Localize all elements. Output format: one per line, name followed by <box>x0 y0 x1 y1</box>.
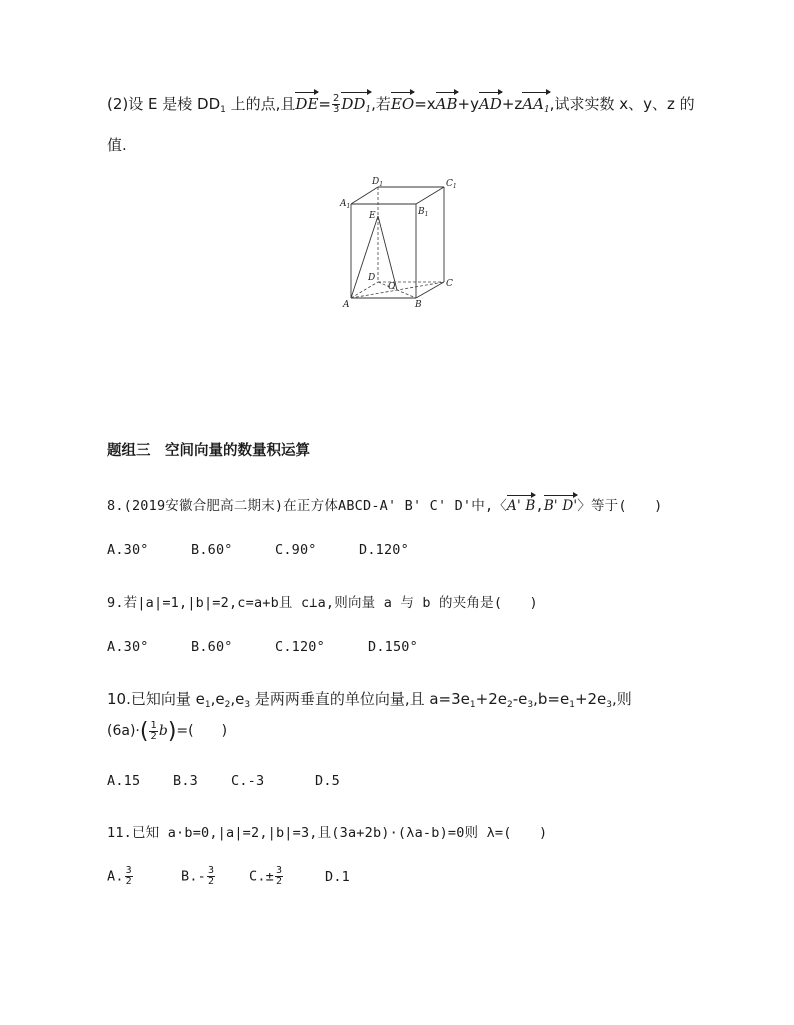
label-E: E <box>369 211 376 221</box>
q7-sub: 1 <box>220 105 226 115</box>
q7-frac-num: 2 <box>332 93 340 104</box>
cuboid-solid-edges <box>351 187 444 298</box>
vector-DE: DE <box>295 95 319 113</box>
q10-sub-3: 3 <box>244 700 251 710</box>
q11-option-a[interactable] <box>107 866 181 887</box>
q10-text-b: ,e <box>210 690 225 708</box>
q11-c-den: 2 <box>275 876 283 887</box>
q11-a-num: 3 <box>125 865 132 876</box>
q8-text-suffix: 等于( ) <box>590 498 663 514</box>
q10-option-c[interactable]: C.-3 <box>231 773 265 789</box>
label-O: O <box>388 282 396 292</box>
q10-text-g: ,b=e <box>533 690 570 708</box>
q10-option-a[interactable]: A.15 <box>107 773 141 789</box>
segment-AE <box>351 216 378 298</box>
q11-option-d[interactable]: D.1 <box>325 868 350 885</box>
q8-option-c[interactable]: C.90° <box>275 542 317 558</box>
q11-option-c-frac <box>275 866 283 887</box>
q9-option-b[interactable]: B.60° <box>191 639 233 655</box>
q7-plus-z: +z <box>501 95 523 113</box>
q9-option-d[interactable]: D.150° <box>368 639 418 655</box>
q10-expr-b: =( ) <box>176 723 228 739</box>
q10-sub-8: 3 <box>606 700 613 710</box>
q10-option-d[interactable]: D.5 <box>315 773 340 789</box>
q7-text-mid: 上的点,且 <box>225 95 296 113</box>
q11-a-den: 2 <box>125 876 132 887</box>
q10-text-c: ,e <box>230 690 245 708</box>
q7-plus-y: +y <box>457 95 479 113</box>
q10-text-d: 是两两垂直的单位向量,且 a=3e <box>250 690 470 708</box>
q8-text-prefix: 8.(2019安徽合肥高二期末)在正方体ABCD-A' B' C' D'中, <box>107 498 494 514</box>
q10-line1 <box>107 688 632 710</box>
q7-text-prefix: (2)设 E 是棱 DD <box>107 95 221 113</box>
q10-options <box>107 773 340 789</box>
label-B1: $B_1$ <box>418 207 429 218</box>
q10-option-b[interactable]: B.3 <box>173 773 198 789</box>
q10-text-e: +2e <box>475 690 507 708</box>
q10-fraction <box>149 721 157 742</box>
vector-AD: AD <box>478 95 502 113</box>
label-C1: $C_1$ <box>446 179 457 190</box>
q11-b-num: 3 <box>207 865 215 876</box>
q10-b-var: b <box>158 723 168 739</box>
q10-text-i: ,则 <box>612 690 632 708</box>
label-D1: $D_1$ <box>372 177 384 188</box>
label-D: D <box>368 273 376 283</box>
segment-EO <box>378 216 397 290</box>
q11-question: 11.已知 a·b=0,|a|=2,|b|=3,且(3a+2b)·(λa-b)=0则 λ=( ) <box>107 825 548 841</box>
q7-text-suffix: ,试求实数 x、y、z 的 <box>549 95 695 113</box>
cuboid-figure <box>330 172 460 312</box>
vector-AB: AB <box>435 95 458 113</box>
q7-comma-if: ,若 <box>371 95 391 113</box>
q10-sub-7: 1 <box>569 700 575 710</box>
q11-option-a-label: A. <box>107 868 124 885</box>
q10-expr-a: (6a)· <box>107 723 140 739</box>
q10-sub-2: 2 <box>224 700 231 710</box>
q11-option-a-frac <box>125 866 133 887</box>
q8-option-b[interactable]: B.60° <box>191 542 233 558</box>
label-A: A <box>343 300 350 310</box>
q10-text-h: +2e <box>574 690 607 708</box>
q8-question <box>107 494 662 514</box>
edge-A1D1 <box>351 187 378 204</box>
vector-AA1 <box>522 95 549 115</box>
q11-option-b-label: B.- <box>181 868 206 885</box>
edge-B1C1 <box>416 187 444 204</box>
q8-sep: , <box>535 498 544 514</box>
section-heading: 题组三 空间向量的数量积运算 <box>107 443 310 459</box>
q9-options <box>107 639 418 655</box>
vector-DD1-text: DD <box>341 95 366 113</box>
q10-paren-close: ) <box>167 719 177 744</box>
q9-option-a[interactable]: A.30° <box>107 639 149 655</box>
q10-text-a: 10.已知向量 e <box>107 690 205 708</box>
vector-B1D1: B' D' <box>543 498 578 514</box>
q10-text-f: -e <box>512 690 528 708</box>
q11-option-b-frac <box>207 866 215 887</box>
q9-question: 9.若|a|=1,|b|=2,c=a+b且 c⊥a,则向量 a 与 b 的夹角是( ) <box>107 595 538 611</box>
q10-frac-den: 2 <box>150 730 157 742</box>
q7-line2: 值. <box>107 136 127 154</box>
vector-AA1-text: AA <box>522 95 544 113</box>
q10-sub-6: 3 <box>527 700 534 710</box>
vector-EO: EO <box>390 95 415 113</box>
q7-fraction <box>332 94 340 115</box>
q9-option-c[interactable]: C.120° <box>275 639 325 655</box>
q11-options <box>107 866 350 887</box>
q8-angle-open: 〈 <box>493 498 507 514</box>
q11-option-c[interactable] <box>249 866 325 887</box>
q10-sub-4: 1 <box>469 700 476 710</box>
q8-option-a[interactable]: A.30° <box>107 542 149 558</box>
label-A1: $A_1$ <box>340 199 351 210</box>
q7-frac-den: 3 <box>332 104 340 115</box>
q11-option-c-label: C.± <box>249 868 274 885</box>
q7-eq: = <box>318 95 331 113</box>
q11-option-b[interactable] <box>181 866 249 887</box>
q10-paren-open: ( <box>139 719 149 744</box>
q11-b-den: 2 <box>207 876 215 887</box>
vector-DD1 <box>341 95 371 115</box>
q11-c-num: 3 <box>275 865 283 876</box>
q8-option-d[interactable]: D.120° <box>359 542 409 558</box>
q7-line1 <box>107 93 695 115</box>
q10-line2 <box>107 719 227 744</box>
q10-sub-1: 1 <box>204 700 211 710</box>
q8-options <box>107 542 409 558</box>
vector-AA1-sub: 1 <box>543 105 550 115</box>
diagonal-DB <box>378 282 416 298</box>
q8-angle-close: 〉 <box>577 498 591 514</box>
q10-sub-5: 2 <box>506 700 513 710</box>
label-C: C <box>446 279 453 289</box>
q10-frac-num: 1 <box>150 719 157 731</box>
label-B: B <box>415 300 422 310</box>
vector-A1B: A' B <box>507 498 536 514</box>
vector-DD1-sub: 1 <box>365 105 372 115</box>
q7-eq-x: =x <box>414 95 436 113</box>
